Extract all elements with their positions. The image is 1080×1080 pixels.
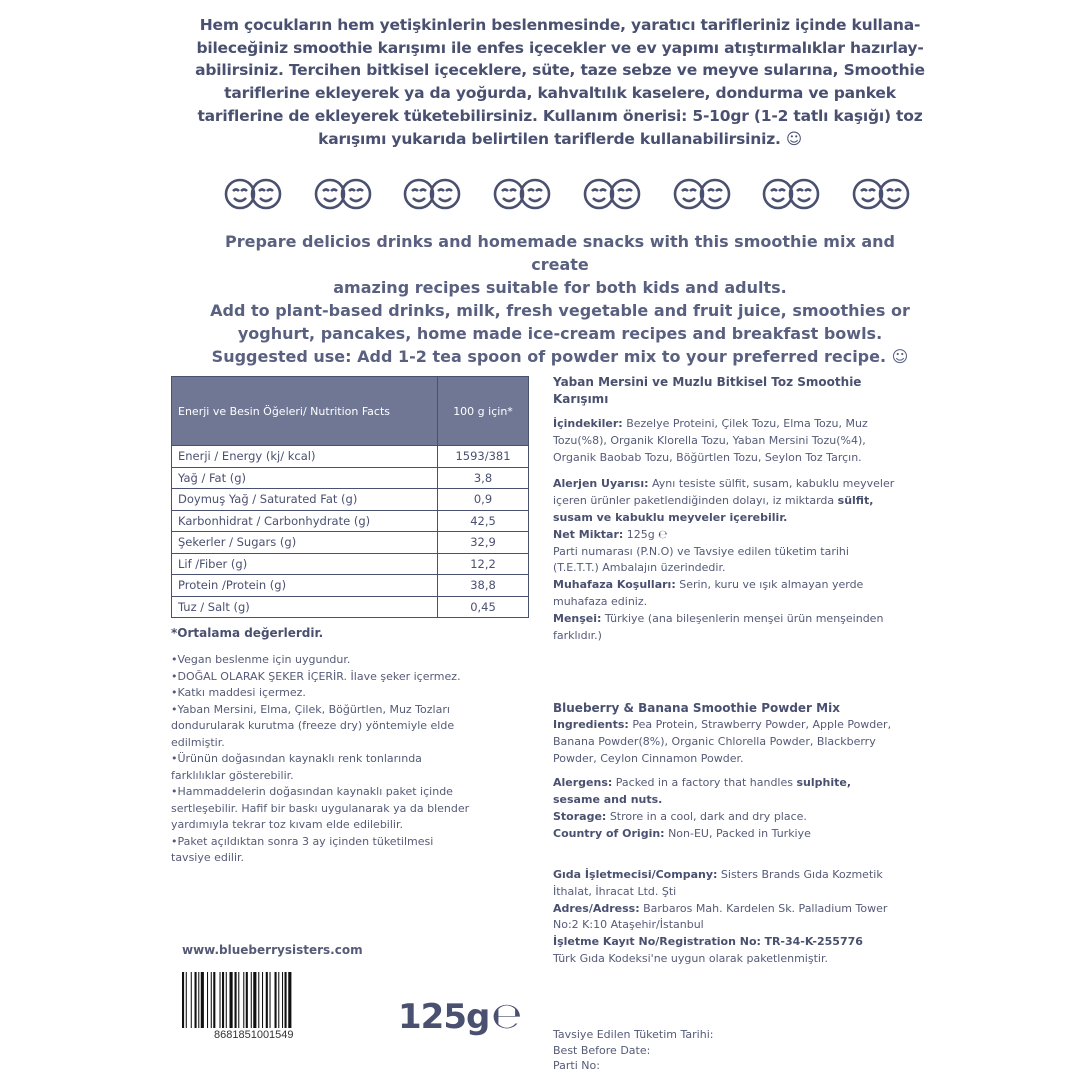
barcode-bar (220, 972, 221, 1028)
allergens-text-en: Packed in a factory that handles (615, 776, 793, 790)
nutrition-row (172, 446, 529, 468)
barcode-bar (182, 972, 184, 1028)
website-url: www.blueberrysisters.com (182, 943, 363, 957)
nutrient-value: 1593/381 (438, 446, 529, 468)
barcode (180, 972, 328, 1028)
english-line: Prepare delicios drinks and homemade snacks with this smoothie mix and create (224, 232, 895, 274)
turkish-line: karışımı yukarıda belirtilen tariflerde kullanabilirsiniz. ☺ (318, 129, 802, 148)
barcode-bar (213, 972, 215, 1028)
nutrition-footnote: *Ortalama değerlerdir. (171, 626, 324, 640)
turkish-product-info (553, 374, 898, 644)
nutrition-header-label: Enerji ve Besin Öğeleri/ Nutrition Facts (172, 377, 438, 446)
address-text: Barbaros Mah. Kardelen Sk. Palladium Tower No:2 K:10 Ataşehir/İstanbul (553, 901, 888, 932)
smiley-face-icon (581, 176, 643, 212)
barcode-bar (222, 972, 224, 1028)
storage-text-tr: Serin, kuru ve ışık almayan yerde muhafaza ediniz. (553, 578, 864, 608)
barcode-bar (238, 972, 239, 1028)
barcode-bar (207, 972, 208, 1028)
barcode-bar (262, 972, 263, 1028)
barcode-bar (285, 972, 287, 1028)
barcode-bar (211, 972, 212, 1028)
allergen-text-tr: Aynı tesiste sülfit, susam, kabuklu meyveler içeren ürünler paketlendiğinden dolayı, iz miktarda (553, 477, 895, 508)
address-label: Adres/Adress: (553, 901, 640, 915)
nutrient-value: 42,5 (438, 510, 529, 532)
english-description (200, 230, 920, 368)
nutrition-row (172, 575, 529, 597)
allergens-label-en: Alergens: (553, 776, 613, 790)
origin-label-tr: Menşei: (553, 611, 602, 625)
net-amount-value: 125g ℮ (626, 527, 668, 541)
barcode-bar (258, 972, 259, 1028)
nutrient-value: 32,9 (438, 532, 529, 554)
nutrient-label: Doymuş Yağ / Saturated Fat (g) (172, 489, 438, 511)
nutrition-row (172, 532, 529, 554)
barcode-bar (278, 972, 279, 1028)
country-label-en: Country of Origin: (553, 826, 665, 840)
english-product-info (553, 700, 898, 843)
registration-label: İşletme Kayıt No/Registration No: (553, 935, 761, 949)
smiley-face-icon (312, 176, 374, 212)
nutrient-value: 38,8 (438, 575, 529, 597)
smiley-face-icon (850, 176, 912, 212)
nutrition-row (172, 489, 529, 511)
product-notes (171, 652, 476, 867)
turkish-line: tariflerine ekleyerek ya da yoğurda, kahvaltılık kaselere, dondurma ve pankek (224, 84, 896, 103)
ingredients-text-tr: Bezelye Proteini, Çilek Tozu, Elma Tozu, Muz Tozu(%8), Organik Klorella Tozu, Yaban Mersini Tozu(%4), Organik Baobab Tozu, Böğürtlen Tozu, Seylon Toz Tarçın. (553, 417, 868, 464)
barcode-bar (282, 972, 283, 1028)
barcode-bar (230, 972, 233, 1028)
note-item: •Katkı maddesi içermez. (171, 686, 306, 699)
smiley-face-icon (401, 176, 463, 212)
turkish-line: bileceğiniz smoothie karışımı ile enfes içecekler ve ev yapımı atıştırmalıklar hazırlay- (196, 38, 924, 57)
barcode-bar (251, 972, 252, 1028)
barcode-number: 8681851001549 (214, 1029, 294, 1041)
note-item: •Hammaddelerin doğasından kaynaklı paket içinde sertleşebilir. Hafif bir baskı uygulanarak ya da blender yardımıyla tekrar toz kıvam elde edilebilir. (171, 785, 470, 831)
nutrient-value: 12,2 (438, 553, 529, 575)
turkish-line: tariflerine de ekleyerek tüketebilirsiniz. Kullanım önerisi: 5-10gr (1-2 tatlı kaşığı) toz (197, 106, 923, 125)
net-weight (398, 996, 521, 1037)
smiley-face-icon (491, 176, 553, 212)
barcode-bar (266, 972, 268, 1028)
nutrition-header-value: 100 g için* (438, 377, 529, 446)
note-item: •Vegan beslenme için uygundur. (171, 653, 351, 666)
ingredients-text-en: Pea Protein, Strawberry Powder, Apple Powder, Banana Powder(8%), Organic Chlorella Powder, Blackberry Powder, Ceylon Cinnamon Powder. (553, 718, 892, 765)
turkish-line: Hem çocukların hem yetişkinlerin beslenmesinde, yaratıcı tarifleriniz içinde kullana- (199, 16, 921, 34)
registration-number: TR-34-K-255776 (764, 935, 863, 949)
note-item: •Yaban Mersini, Elma, Çilek, Böğürtlen, Muz Tozları dondurularak kurutma (freeze dry) yöntemiyle elde edilmiştir. (171, 702, 455, 749)
recommended-date-label: Tavsiye Edilen Tüketim Tarihi: (553, 1028, 714, 1041)
date-batch-block (553, 1027, 713, 1074)
english-line: Add to plant-based drinks, milk, fresh vegetable and fruit juice, smoothies or (210, 301, 910, 320)
english-line: yoghurt, pancakes, home made ice-cream recipes and breakfast bowls. (237, 324, 883, 343)
barcode-bar (226, 972, 227, 1028)
company-label: Gıda İşletmecisi/Company: (553, 868, 718, 881)
nutrition-row (172, 596, 529, 618)
barcode-bar (288, 972, 291, 1028)
net-weight-value: 125g (398, 997, 490, 1037)
nutrient-label: Şekerler / Sugars (g) (172, 532, 438, 554)
nutrient-value: 0,45 (438, 596, 529, 618)
storage-label-tr: Muhafaza Koşulları: (553, 578, 676, 592)
barcode-bar (235, 972, 237, 1028)
note-item: •Ürünün doğasından kaynaklı renk tonlarında farklılıklar gösterebilir. (171, 752, 422, 782)
nutrient-value: 0,9 (438, 489, 529, 511)
storage-label-en: Storage: (553, 809, 607, 823)
barcode-bar (201, 972, 204, 1028)
english-line: amazing recipes suitable for both kids and adults. (333, 278, 787, 297)
allergens-bold-en: sulphite, sesame and nuts. (553, 776, 852, 807)
barcode-bar (253, 972, 256, 1028)
ingredients-label-tr: İçindekiler: (553, 417, 623, 430)
barcode-bar (198, 972, 199, 1028)
smiley-face-icon (760, 176, 822, 212)
turkish-line: abilirsiniz. Tercihen bitkisel içeceklere, süte, taze sebze ve meyve sularına, Smoothie (195, 61, 925, 80)
country-text-en: Non-EU, Packed in Turkiye (668, 826, 811, 840)
nutrient-label: Protein /Protein (g) (172, 575, 438, 597)
barcode-bar (195, 972, 197, 1028)
barcode-bar (275, 972, 277, 1028)
company-name: Sisters Brands Gıda Kozmetik İthalat, İhracat Ltd. Şti (553, 868, 883, 898)
barcode-bar (186, 972, 187, 1028)
allergen-label-tr: Alerjen Uyarısı: (553, 477, 649, 491)
barcode-bar (270, 972, 271, 1028)
nutrient-label: Tuz / Salt (g) (172, 596, 438, 618)
nutrient-value: 3,8 (438, 467, 529, 489)
nutrition-table (171, 376, 529, 618)
net-amount-label: Net Miktar: (553, 527, 624, 541)
barcode-bar (191, 972, 192, 1028)
company-info (553, 867, 898, 968)
nutrient-label: Karbonhidrat / Carbonhydrate (g) (172, 510, 438, 532)
nutrition-header-row (172, 377, 529, 446)
batch-info-text: Parti numarası (P.N.O) ve Tavsiye edilen tüketim tarihi (T.E.T.T.) Ambalajın üzerindedir. (553, 544, 849, 575)
note-item: •DOĞAL OLARAK ŞEKER İÇERİR. İlave şeker içermez. (171, 669, 461, 683)
ingredients-label-en: Ingredients: (553, 718, 629, 731)
english-line: Suggested use: Add 1-2 tea spoon of powder mix to your preferred recipe. ☺ (211, 347, 909, 366)
allergen-bold-tr: sülfit, susam ve kabuklu meyveler içerebilir. (553, 494, 874, 524)
best-before-label: Best Before Date: (553, 1043, 651, 1057)
nutrition-row (172, 553, 529, 575)
nutrition-row (172, 467, 529, 489)
nutrition-row (172, 510, 529, 532)
barcode-bar (246, 972, 248, 1028)
turkish-product-title: Yaban Mersini ve Muzlu Bitkisel Toz Smoothie Karışımı (553, 375, 862, 406)
nutrient-label: Lif /Fiber (g) (172, 553, 438, 575)
origin-text-tr: Türkiye (ana bileşenlerin menşei ürün menşeinden farklıdır.) (553, 611, 884, 642)
storage-text-en: Strore in a cool, dark and dry place. (609, 809, 807, 823)
turkish-description (195, 14, 925, 150)
smiley-face-icon (671, 176, 733, 212)
smiley-face-icon (222, 176, 284, 212)
nutrient-label: Enerji / Energy (kj/ kcal) (172, 446, 438, 468)
batch-number-label: Parti No: (553, 1059, 600, 1072)
english-product-title: Blueberry & Banana Smoothie Powder Mix (553, 701, 840, 715)
face-icon-row (222, 176, 912, 212)
note-item: •Paket açıldıktan sonra 3 ay içinden tüketilmesi tavsiye edilir. (171, 834, 434, 864)
barcode-bar (243, 972, 244, 1028)
food-codex-text: Türk Gıda Kodeksi'ne uygun olarak paketlenmiştir. (553, 951, 828, 965)
estimated-sign-icon: ℮ (491, 996, 522, 1037)
nutrient-label: Yağ / Fat (g) (172, 467, 438, 489)
